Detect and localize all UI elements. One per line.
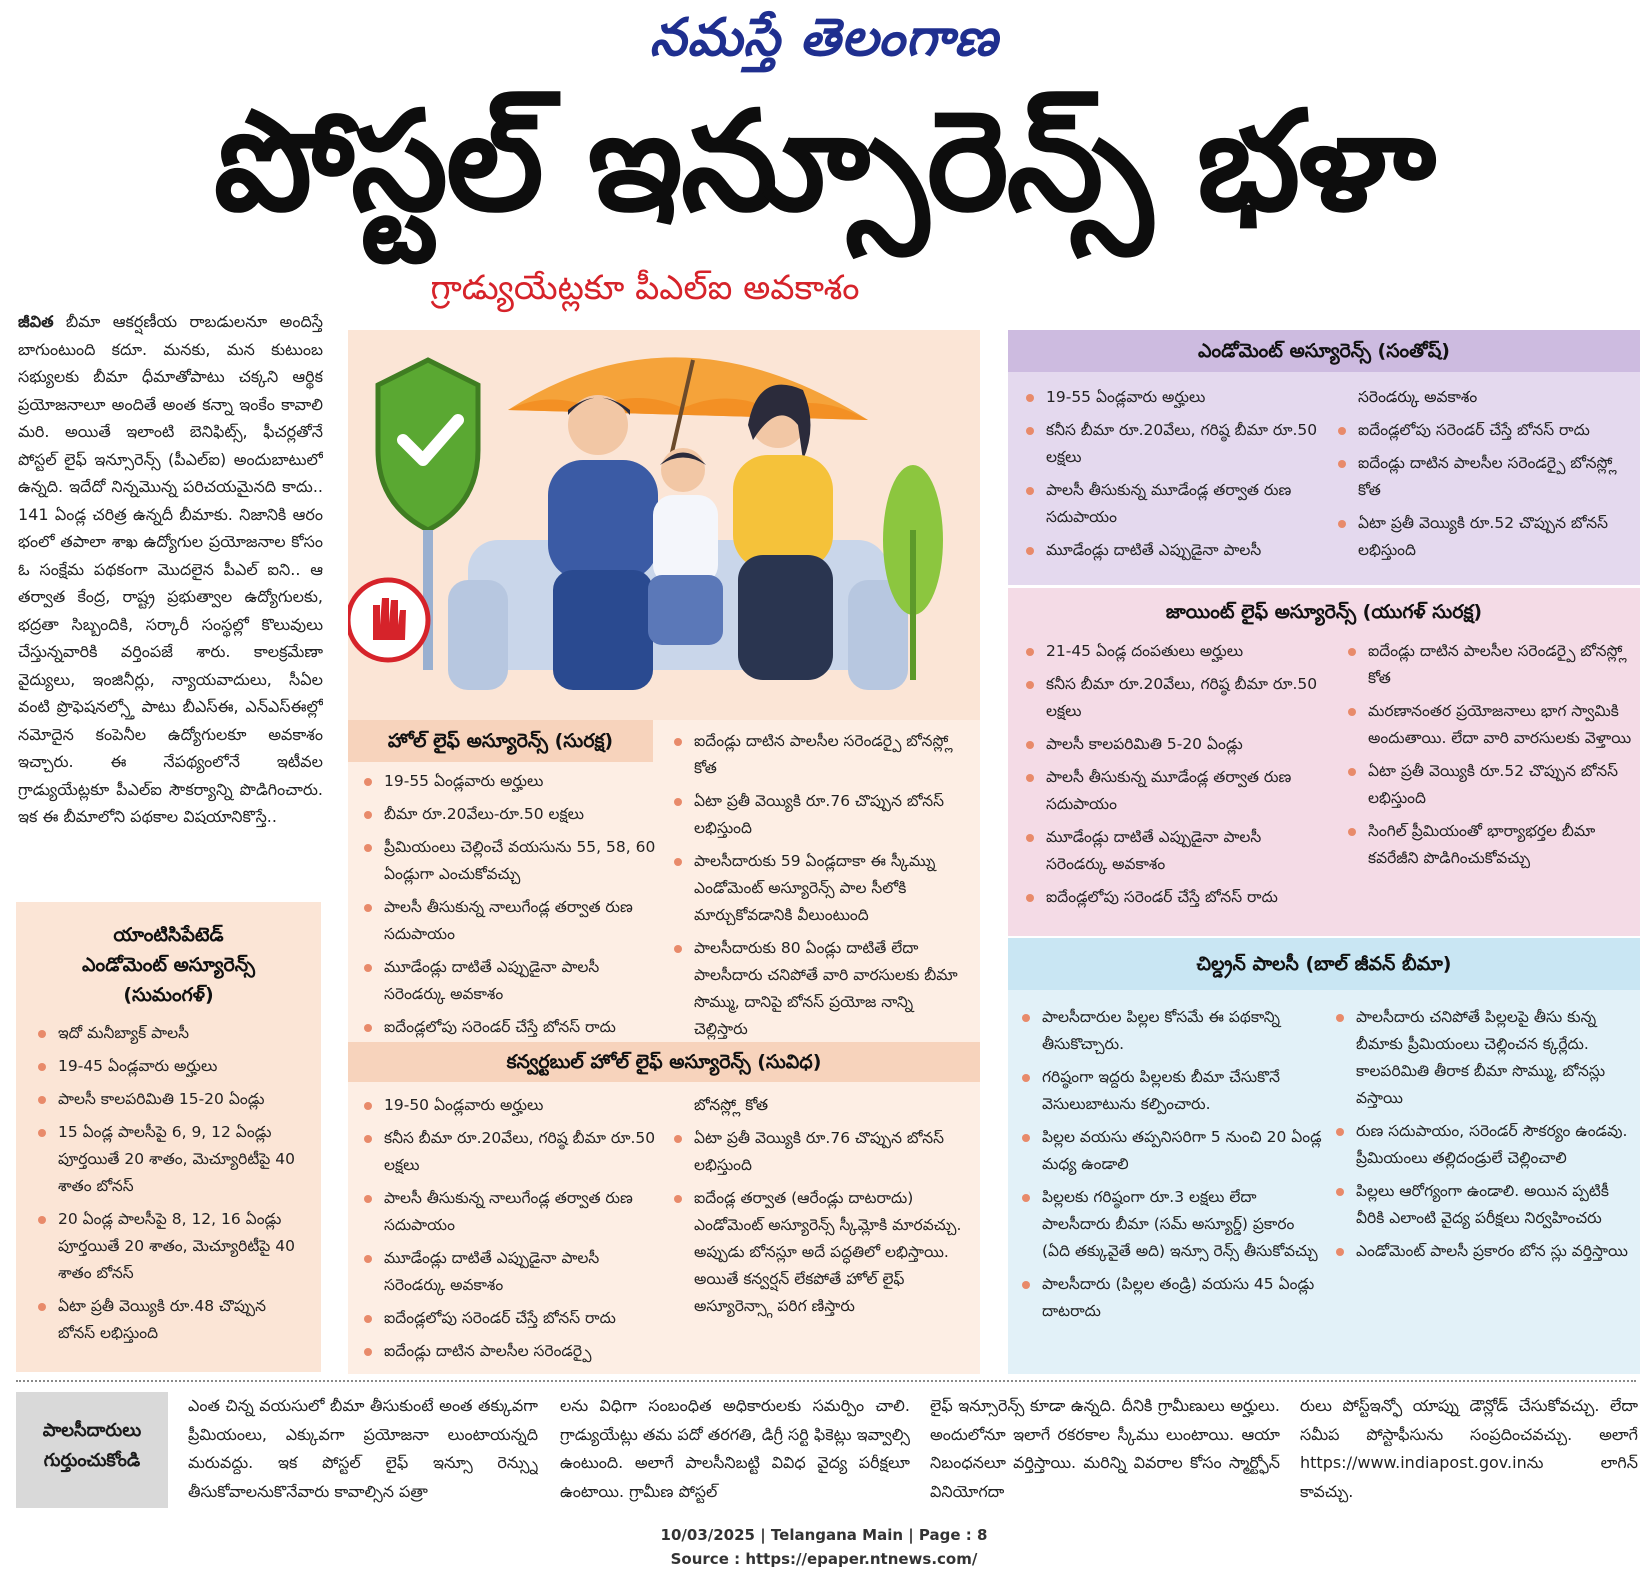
santosh-title: ఎండోమెంట్ అస్యూరెన్స్ (సంతోష్) [1008, 330, 1640, 372]
santosh-box [1008, 330, 1640, 585]
list-item: ప్రీమియంలు చెల్లించే వయసును 55, 58, 60 ఏండ్లుగా ఎంచుకోవచ్చు [356, 834, 656, 888]
intro-lead: జీవిత [18, 312, 54, 331]
reminder-label [16, 1392, 168, 1508]
intro-text [18, 308, 323, 893]
family-umbrella-image [348, 330, 980, 720]
list-item: పాలసీదారు (పిల్లల తండ్రి) వయసు 45 ఏండ్లు దాటరాదు [1014, 1271, 1324, 1325]
yugal-title: జాయింట్ లైఫ్ అస్యూరెన్స్ (యుగళ్ సురక్ష) [1165, 601, 1483, 623]
list-item: 19-55 ఏండ్లవారు అర్హులు [356, 768, 656, 795]
yugal-list-right [1340, 638, 1635, 878]
list-item: ఏటా ప్రతీ వెయ్యికి రూ.48 చొప్పున బోనస్ లభిస్తుంది [30, 1293, 307, 1347]
list-item: ఇదో మనీబ్యాక్ పాలసీ [30, 1020, 307, 1047]
reminder-column-4: రులు పోస్ట్ఇన్ఫో యాప్ను డౌన్లోడ్ చేసుకోవచ్చు. లేదా సమీప పోస్టాఫీసును సంప్రదించవచ్చు. అలాగే https://www.indiapost.gov.inను లాగిన్ కావచ్చు. [1300, 1396, 1638, 1501]
list-item: ఐదేండ్లలోపు సరెండర్ చేస్తే బోనస్ రాదు [356, 1014, 656, 1041]
reminder-label-line2: గుర్తుంచుకోండి [43, 1450, 141, 1471]
list-item: ఐదేండ్లలోపు సరెండర్ చేస్తే బోనస్ రాదు [1018, 884, 1323, 911]
dotted-divider [16, 1380, 1636, 1382]
bal-jeevan-box [1008, 938, 1640, 1374]
list-item: పిల్లల వయసు తప్పనిసరిగా 5 నుంచి 20 ఏండ్ల మధ్య ఉండాలి [1014, 1124, 1324, 1178]
list-item: పాలసీ కాలపరిమితి 15-20 ఏండ్లు [30, 1086, 307, 1113]
bal-jeevan-title: చిల్డ్రన్ పాలసీ (బాల్ జీవన్ బీమా) [1008, 938, 1640, 990]
sumangal-box [16, 902, 321, 1372]
sumangal-title-line3: (సుమంగళ్) [123, 984, 214, 1006]
list-item: మూడేండ్లు దాటితే ఎప్పుడైనా పాలసీ [1018, 537, 1323, 564]
reminder-label-line1: పాలసీదారులు [42, 1420, 142, 1441]
list-item: 20 ఏండ్ల పాలసీపై 8, 12, 16 ఏండ్లు పూర్తయితే 20 శాతం, మెచ్యూరిటీపై 40 శాతం బోనస్ [30, 1206, 307, 1287]
list-item: పాలసీదారుల పిల్లల కోసమే ఈ పథకాన్ని తీసుకొచ్చారు. [1014, 1004, 1324, 1058]
reminder-column-3: లైఫ్ ఇన్సూరెన్స్ కూడా ఉన్నది. దీనికి గ్రామీణులు అర్హులు. అందులోనూ ఇలాగే రకరకాల స్కీము లుంటాయి. ఆయా నిబంధనలూ వర్తిస్తాయి. మరిన్ని వివరాల కోసం స్మార్ట్ఫోన్ వినియోగదా [930, 1396, 1280, 1501]
list-item: ఐదేండ్లు దాటిన పాలసీల సరెండర్పై [356, 1338, 656, 1365]
list-item: పాలసీదారు చనిపోతే పిల్లలపై తీసు కున్న బీమాకు ప్రీమియంలు చెల్లించన క్కర్లేదు. కాలపరిమితి తీరాక బీమా సొమ్ము, బోనస్లు వస్తాయి [1328, 1004, 1633, 1112]
list-item: కనీస బీమా రూ.20వేలు, గరిష్ఠ బీమా రూ.50 లక్షలు [356, 1125, 656, 1179]
subheadline: గ్రాడ్యుయేట్లకూ పీఎల్ఐ అవకాశం [430, 268, 860, 308]
sumangal-title-line2: ఎండోమెంట్ అస్యూరెన్స్ [82, 954, 255, 976]
list-item: 15 ఏండ్ల పాలసీపై 6, 9, 12 ఏండ్లు పూర్తయితే 20 శాతం, మెచ్యూరిటీపై 40 శాతం బోనస్ [30, 1119, 307, 1200]
list-item: కనీస బీమా రూ.20వేలు, గరిష్ఠ బీమా రూ.50 లక్షలు [1018, 671, 1323, 725]
list-item: 19-45 ఏండ్లవారు అర్హులు [30, 1053, 307, 1080]
list-item: 19-50 ఏండ్లవారు అర్హులు [356, 1092, 656, 1119]
list-item: ఎండోమెంట్ పాలసీ ప్రకారం బోన స్లు వర్తిస్తాయి [1328, 1238, 1633, 1265]
list-item: మూడేండ్లు దాటితే ఎప్పుడైనా పాలసీ సరెండర్కు అవకాశం [1018, 824, 1323, 878]
sumangal-list [30, 1020, 307, 1347]
list-item: పిల్లలు ఆరోగ్యంగా ఉండాలి. అయిన ప్పటికీ వీరికి ఎలాంటి వైద్య పరీక్షలు నిర్వహించరు [1328, 1178, 1633, 1232]
santosh-continuation: సరెండర్కు అవకాశం [1358, 388, 1478, 406]
list-item: కనీస బీమా రూ.20వేలు, గరిష్ఠ బీమా రూ.50 లక్షలు [1018, 417, 1323, 471]
yugal-box [1008, 588, 1640, 936]
list-item: 21-45 ఏండ్ల దంపతులు అర్హులు [1018, 638, 1323, 665]
suraksha-list-right [666, 728, 966, 1042]
santosh-list-left [1018, 384, 1323, 570]
sumangal-title-line1: యాంటిసిపేటెడ్ [113, 924, 224, 946]
list-item: పాలసీదారుకు 80 ఏండ్లు దాటితే లేదా పాలసీదారు చనిపోతే వారి వారసులకు బీమా సొమ్ము, దానిపై బోనస్ ప్రయోజ నాన్ని చెల్లిస్తారు [666, 935, 966, 1042]
list-item: పాలసీదారుకు 59 ఏండ్లదాకా ఈ స్కీమ్ను ఎండోమెంట్ అస్యూరెన్స్ పాల సీలోకి మార్చుకోవడానికి వీలుంటుంది [666, 848, 966, 929]
list-item: ఐదేండ్లలోపు సరెండర్ చేస్తే బోనస్ రాదు [356, 1305, 656, 1332]
reminder-column-2: లను విధిగా సంబంధిత అధికారులకు సమర్పిం చాలి. గ్రాడ్యుయేట్లు తమ పదో తరగతి, డిగ్రీ సర్టి ఫికెట్లు ఇవ్వాల్సి ఉంటుంది. అలాగే పాలసీనిబట్టి వివిధ వైద్య పరీక్షలూ ఉంటాయి. గ్రామీణ పోస్టల్ [560, 1396, 910, 1501]
list-item: ఐదేండ్ల తర్వాత (ఆరేండ్లు దాటరాదు) ఎండోమెంట్ అస్యూరెన్స్ స్కీమ్లోకి మారవచ్చు. అప్పుడు బోనస్లూ అదే పద్ధతిలో లభిస్తాయి. అయితే కన్వర్షన్ లేకపోతే హోల్ లైఫ్ అస్యూరెన్స్గా పరిగ ణిస్తారు [666, 1185, 966, 1320]
list-item: మూడేండ్లు దాటితే ఎప్పుడైనా పాలసీ సరెండర్కు అవకాశం [356, 954, 656, 1008]
sumangal-title [30, 920, 307, 1010]
list-item: మరణానంతర ప్రయోజనాలు భాగ స్వామికి అందుతాయి. లేదా వారి వారసులకు వెళ్తాయి [1340, 698, 1635, 752]
headline: పోస్టల్ ఇన్సూరెన్స్ భళా [213, 81, 1435, 242]
suraksha-list-left [356, 768, 656, 1042]
list-item: ఏటా ప్రతీ వెయ్యికి రూ.52 చొప్పున బోనస్ లభిస్తుంది [1340, 758, 1635, 812]
list-item: ఏటా ప్రతీ వెయ్యికి రూ.76 చొప్పున బోనస్ లభిస్తుంది [666, 1125, 966, 1179]
list-item: రుణ సదుపాయం, సరెండర్ సౌకర్యం ఉండవు. ప్రీమియంలు తల్లిదండ్రులే చెల్లించాలి [1328, 1118, 1633, 1172]
list-item: పిల్లలకు గరిష్ఠంగా రూ.3 లక్షలు లేదా పాలసీదారు బీమా (సమ్ అస్యూర్డ్) ప్రకారం (ఏది తక్కువైతే అది) ఇన్సూ రెన్స్ తీసుకోవచ్చు [1014, 1184, 1324, 1265]
list-item: ఐదేండ్లు దాటిన పాలసీల సరెండర్పై బోనస్ల్లో కోత [1340, 638, 1635, 692]
list-item: మూడేండ్లు దాటితే ఎప్పుడైనా పాలసీ సరెండర్కు అవకాశం [356, 1245, 656, 1299]
list-item: పాలసీ తీసుకున్న నాలుగేండ్ల తర్వాత రుణ సదుపాయం [356, 1185, 656, 1239]
suvidha-list-right [666, 1092, 966, 1326]
list-item: పాలసీ తీసుకున్న మూడేండ్ల తర్వాత రుణ సదుపాయం [1018, 477, 1323, 531]
reminder-column-1: ఎంత చిన్న వయసులో బీమా తీసుకుంటే అంత తక్కువగా ప్రీమియంలు, ఎక్కువగా ప్రయోజనా లుంటాయన్నది మరువద్దు. ఇక పోస్టల్ లైఫ్ ఇన్సూ రెన్స్ను తీసుకోవాలనుకొనేవారు కావాల్సిన పత్రా [188, 1396, 538, 1501]
footer-source: Source : https://epaper.ntnews.com/ [670, 1550, 978, 1568]
list-item: ఏటా ప్రతీ వెయ్యికి రూ.76 చొప్పున బోనస్ లభిస్తుంది [666, 788, 966, 842]
suvidha-continuation: బోనస్ల్లో కోత [694, 1096, 769, 1114]
intro-body: బీమా ఆకర్షణీయ రాబడులనూ అందిస్తే బాగుంటుంది కదూ. మనకు, మన కుటుంబ సభ్యులకు బీమా ధీమాతోపాటు చక్కని ఆర్థిక ప్రయోజనాలూ అందితే అంత కన్నా ఇంకేం కావాలి మరి. అయితే ఇలాంటి బెనిఫిట్స్, ఫీచర్లతోనే పోస్టల్ లైఫ్ ఇన్సూరెన్స్ (పీఎల్ఐ) అందుబాటులో ఉన్నది. ఇదేదో నిన్నమొన్న పరిచయమైనది కాదు.. 141 ఏండ్ల చరిత్ర ఉన్నదీ బీమాకు. నిజానికి ఆరం భంలో తపాలా శాఖ ఉద్యోగుల ప్రయోజనాల కోసం ఓ సంక్షేమ పథకంగా మొదలైన పీఎల్ ఐని.. ఆ తర్వాత కేంద్ర, రాష్ట్ర ప్రభుత్వాల ఉద్యోగులకు, భద్రతా సిబ్బందికి, సర్కారీ సంస్థల్లో కొలువులు చేస్తున్నవారికి వర్తింపజే శారు. కాలక్రమేణా వైద్యులు, ఇంజినీర్లు, న్యాయవాదులు, సీఏల వంటి ప్రొఫెషనల్స్తో పాటు బీఎస్ఈ, ఎన్ఎస్ఈల్లో నమోదైన కంపెనీల ఉద్యోగులకూ అవకాశం ఇచ్చారు. ఈ నేపథ్యంలోనే ఇటీవల గ్రాడ్యుయేట్లకూ పీఎల్ఐ సౌకర్యాన్ని పొడిగించారు. ఇక ఈ బీమాలోని పథకాల విషయానికొస్తే.. [18, 312, 323, 826]
suvidha-box [348, 1042, 980, 1374]
family-illustration [348, 330, 980, 720]
suraksha-box [348, 720, 980, 1042]
list-item: పాలసీ తీసుకున్న నాలుగేండ్ల తర్వాత రుణ సదుపాయం [356, 894, 656, 948]
suvidha-title: కన్వర్టబుల్ హోల్ లైఫ్ అస్యూరెన్స్ (సువిధ) [348, 1042, 980, 1082]
list-item: ఐదేండ్లలోపు సరెండర్ చేస్తే బోనస్ రాదు [1330, 417, 1635, 444]
santosh-right-items [1330, 417, 1635, 564]
yugal-list-left [1018, 638, 1323, 917]
hand-logo-icon [348, 580, 428, 660]
santosh-list-right [1330, 384, 1635, 570]
masthead: నమస్తే తెలంగాణ [649, 8, 999, 68]
list-item: పాలసీ తీసుకున్న మూడేండ్ల తర్వాత రుణ సదుపాయం [1018, 764, 1323, 818]
list-item: సింగిల్ ప్రీమియంతో భార్యాభర్తల బీమా కవరేజీని పొడిగించుకోవచ్చు [1340, 818, 1635, 872]
list-item: 19-55 ఏండ్లవారు అర్హులు [1018, 384, 1323, 411]
suraksha-title: హోల్ లైఫ్ అస్యూరెన్స్ (సురక్ష) [348, 720, 653, 762]
list-item: పాలసీ కాలపరిమితి 5-20 ఏండ్లు [1018, 731, 1323, 758]
suvidha-right-items [666, 1125, 966, 1320]
suvidha-list-left [356, 1092, 656, 1371]
list-item: గరిష్ఠంగా ఇద్దరు పిల్లలకు బీమా చేసుకొనే వెసులుబాటును కల్పించారు. [1014, 1064, 1324, 1118]
bal-list-left [1014, 1004, 1324, 1331]
list-item: బీమా రూ.20వేలు-రూ.50 లక్షలు [356, 801, 656, 828]
list-item: ఐదేండ్లు దాటిన పాలసీల సరెండర్పై బోనస్ల్లో కోత [666, 728, 966, 782]
list-item: ఏటా ప్రతీ వెయ్యికి రూ.52 చొప్పున బోనస్ లభిస్తుంది [1330, 510, 1635, 564]
footer-date-page: 10/03/2025 | Telangana Main | Page : 8 [660, 1526, 988, 1544]
bal-list-right [1328, 1004, 1633, 1271]
list-item: ఐదేండ్లు దాటిన పాలసీల సరెండర్పై బోనస్ల్లో కోత [1330, 450, 1635, 504]
